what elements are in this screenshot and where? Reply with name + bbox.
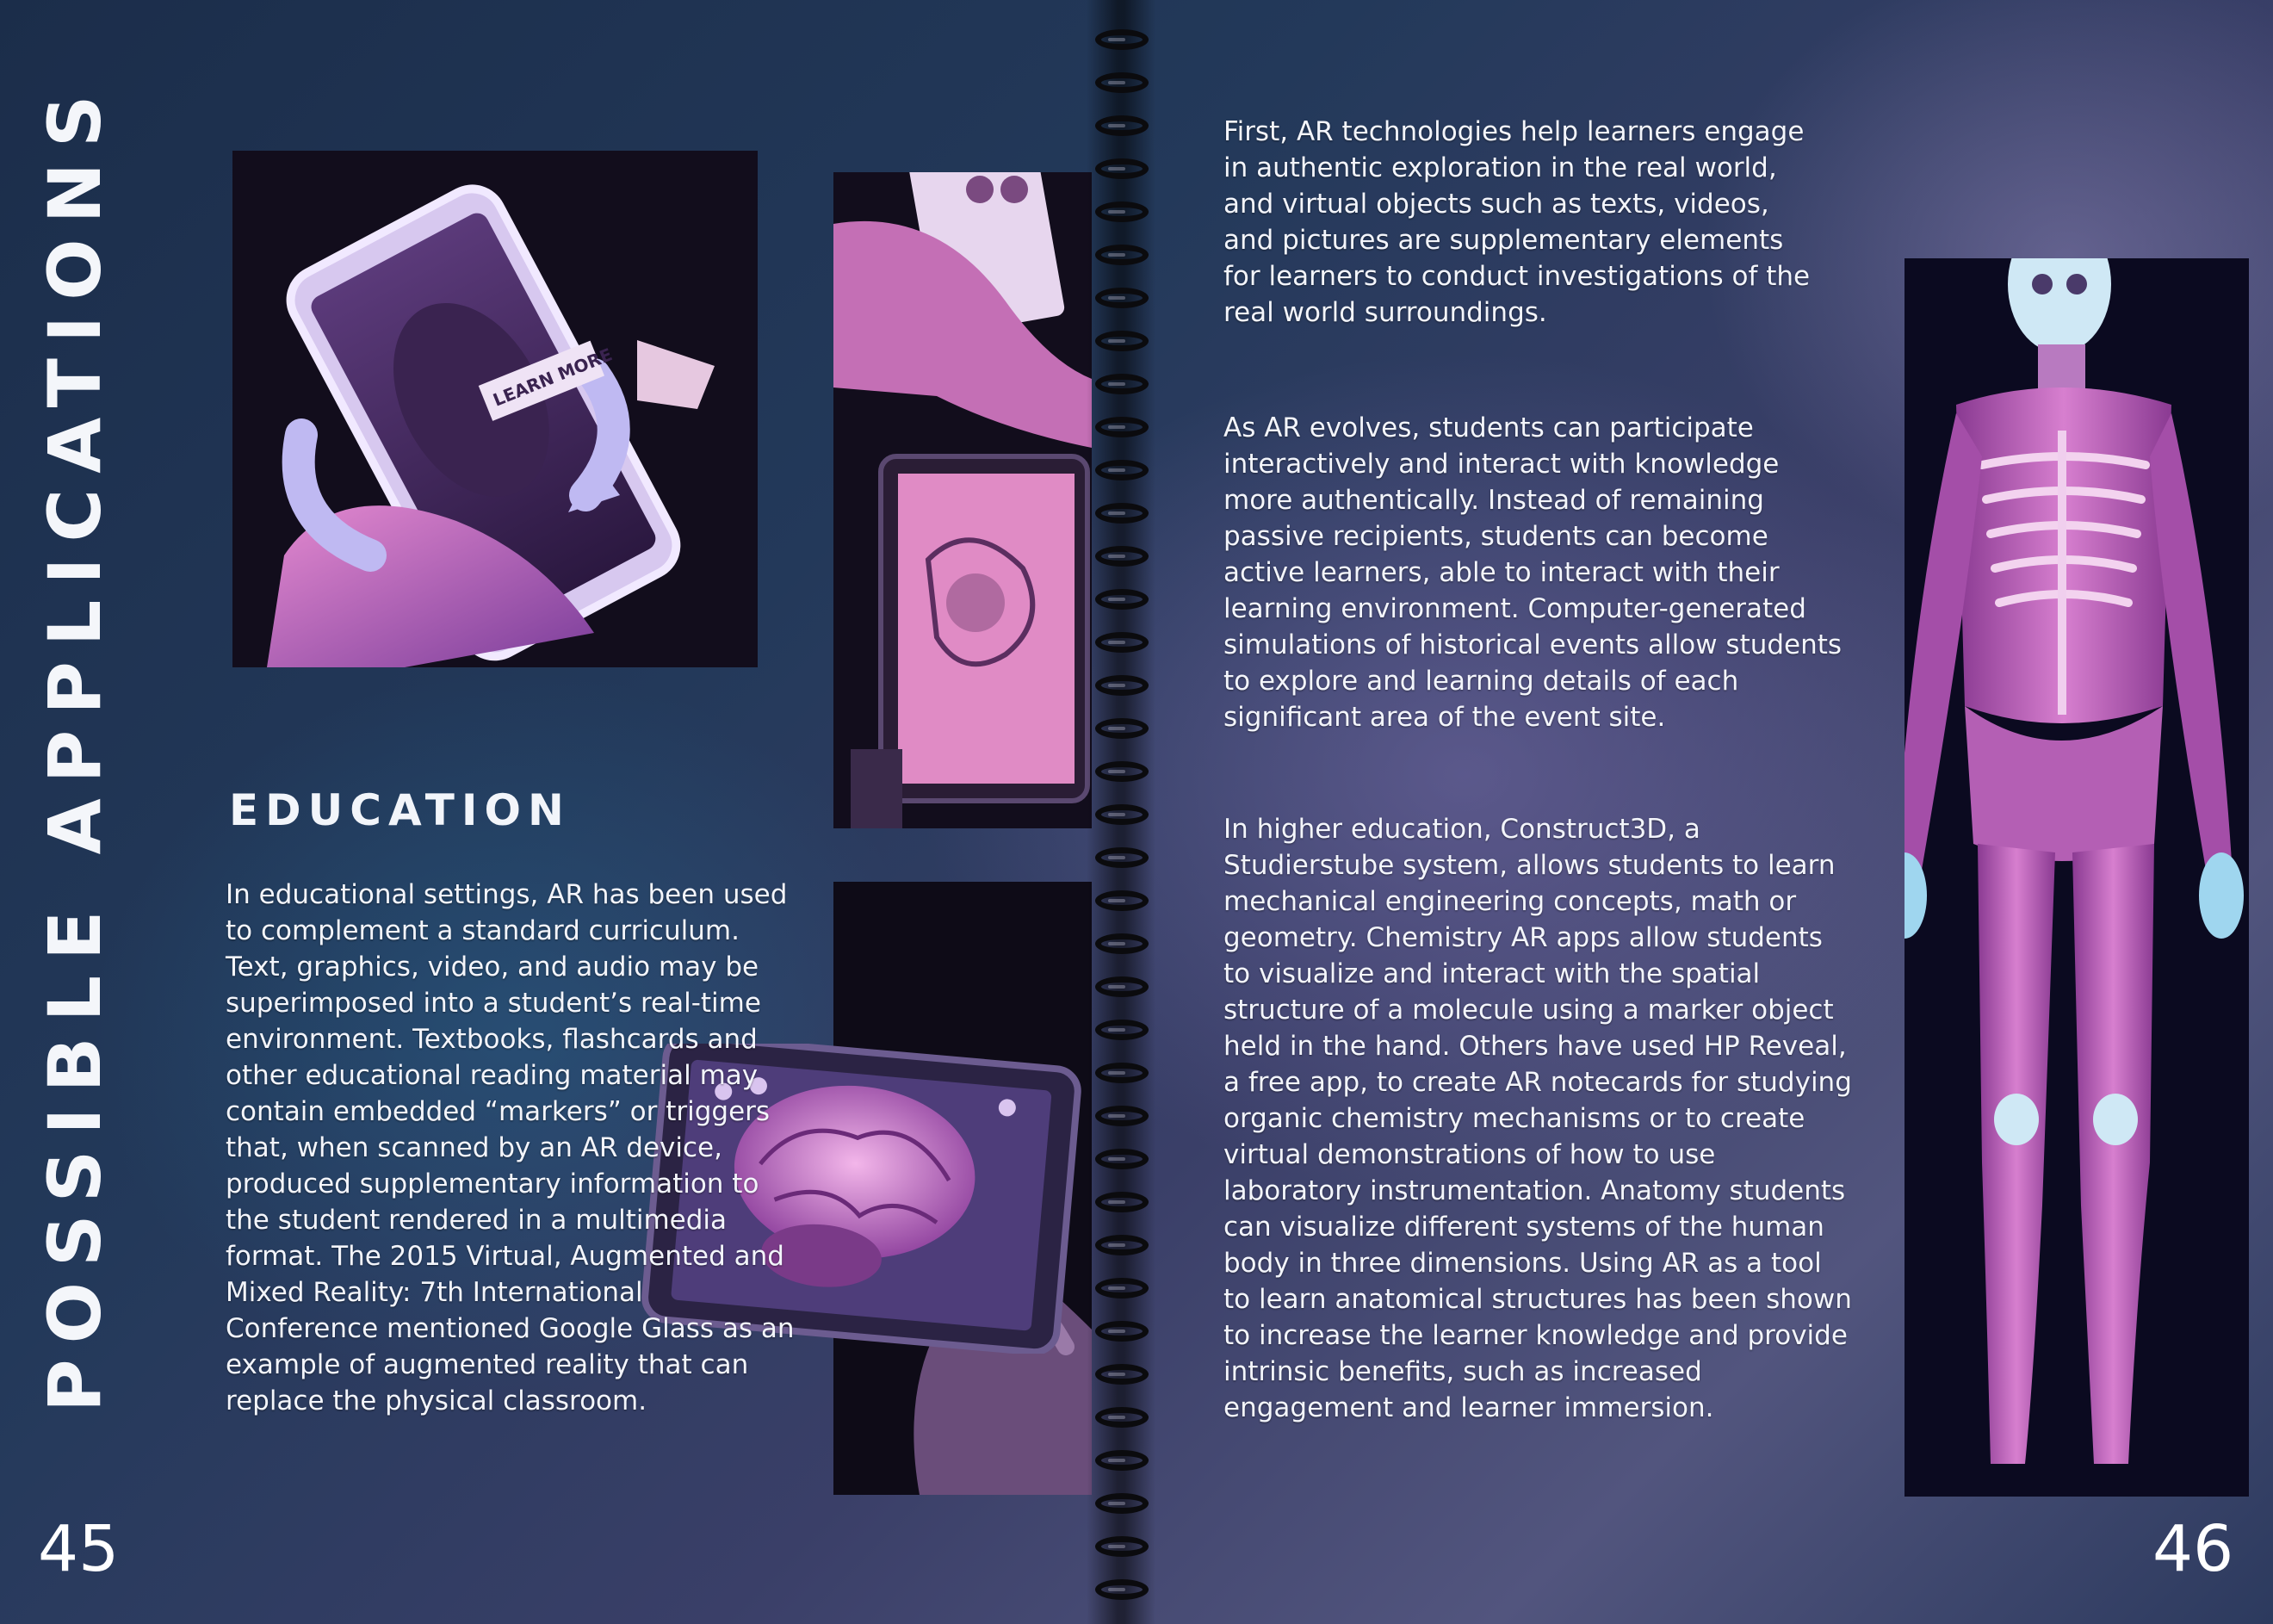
ar-exploration-paragraph: First, AR technologies help learners engage in authentic exploration in the real world, and virtual objects such as texts, videos, and pictures are supplementary elements for learners to conduct investigations of the real world surroundings. xyxy=(1223,116,1811,328)
left-page xyxy=(0,0,1119,1624)
page-vertical-title: POSSIBLE APPLICATIONS xyxy=(33,79,117,1412)
ar-phone-illustration xyxy=(232,151,758,667)
page-number-left: 45 xyxy=(38,1512,120,1586)
ar-evolves-paragraph: As AR evolves, students can participate interactively and interact with knowledge more authentically. Instead of remaining passive recipients, students can become active learners, able to interact with their learning environment. Computer-generated simulations of historical events allow students to explore and learning details of each significant area of the event site. xyxy=(1223,412,1843,733)
anatomy-figure-photo xyxy=(1904,258,2249,1497)
learn-more-label: LEARN MORE xyxy=(490,344,616,411)
anatomy-figure-illustration xyxy=(1904,258,2249,1497)
section-heading: EDUCATION xyxy=(229,785,571,835)
ar-phone-photo xyxy=(232,151,758,667)
ar-book-photo xyxy=(833,172,1092,828)
page-number-right: 46 xyxy=(2152,1512,2234,1586)
ar-book-illustration xyxy=(833,172,1092,828)
higher-education-paragraph: In higher education, Construct3D, a Studierstube system, allows students to learn mechanical engineering concepts, math or geometry. Chemistry AR apps allow students to visualize and interact with the spatial structure of a molecule using a marker object held in the hand. Others have used HP Reveal, a free app, to create AR notecards for studying organic chemistry mechanisms or to create virtual demonstrations of how to use laboratory instrumentation. Anatomy students can visualize different systems of the human body in three dimensions. Using AR as a tool to learn anatomical structures has been shown to increase the learner knowledge and provide intrinsic benefits, such as increased engagement and learner immersion. xyxy=(1223,814,1852,1423)
education-paragraph: In educational settings, AR has been used to complement a standard curriculum. Text, graphics, video, and audio may be superimposed into a student’s real-time environment. Textbooks, flashcards and other educational reading material may contain embedded “markers” or triggers that, when scanned by an AR device, produced supplementary information to the student rendered in a multimedia format. The 2015 Virtual, Augmented and Mixed Reality: 7th International Conference mentioned Google Glass as an example of augmented reality that can replace the physical classroom. xyxy=(226,879,795,1416)
